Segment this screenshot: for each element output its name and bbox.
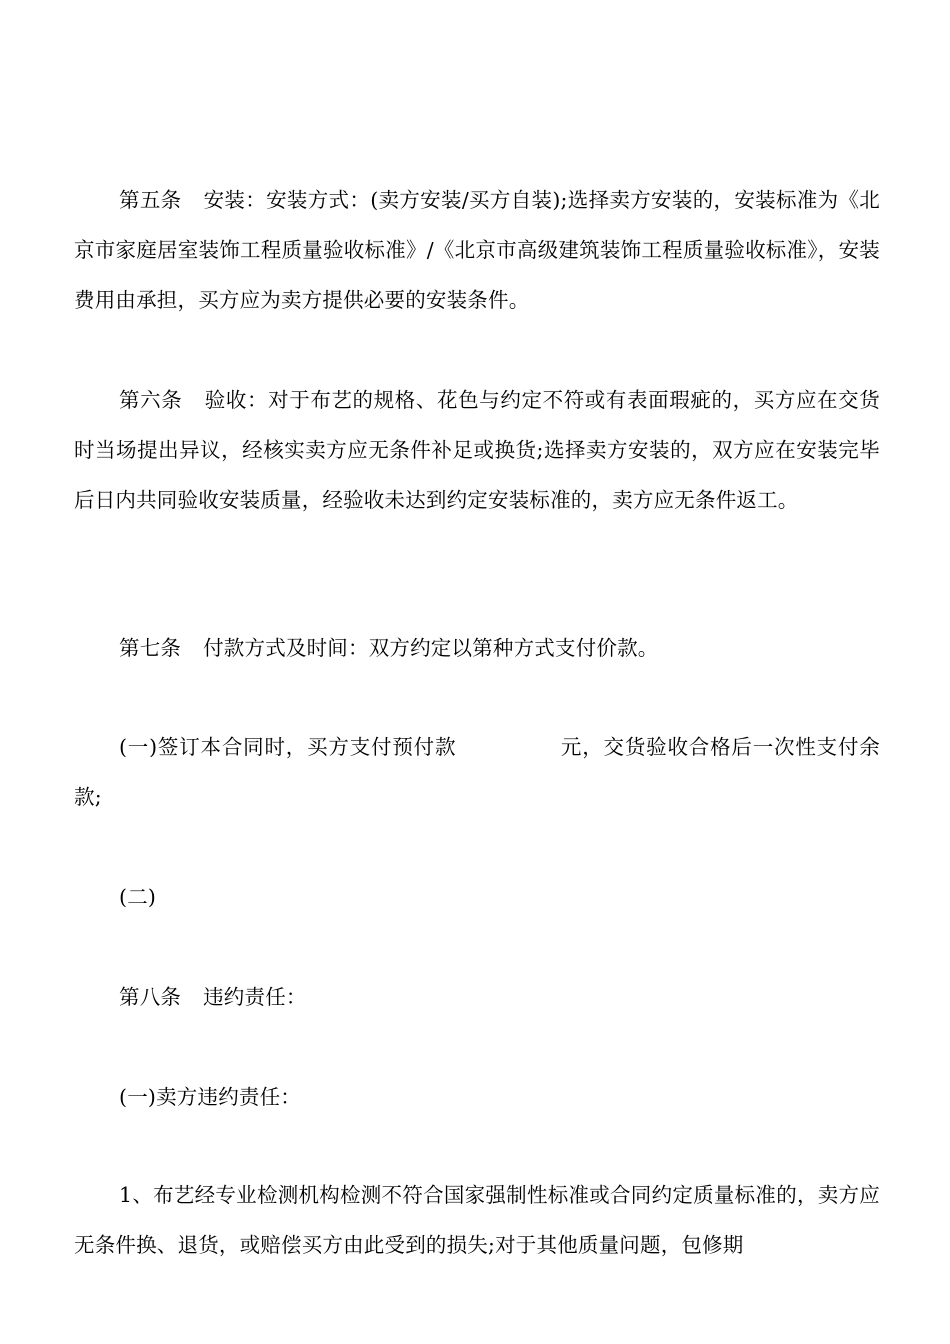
article-5-text: 安装：安装方式：(卖方安装/买方自装);选择卖方安装的，安装标准为《北京市家庭居室装饰工程质量验收标准》/《北京市高级建筑装饰工程质量验收标准》，安装费用由承担，买方应为卖方提供必要的安装条件。 (74, 188, 880, 312)
item-7-1-paragraph (74, 722, 880, 822)
article-6-heading: 第六条 (119, 388, 183, 412)
article-7-text: 付款方式及时间：双方约定以第种方式支付价款。 (203, 636, 659, 660)
item-8-1-paragraph (74, 1072, 880, 1122)
item-7-2-text: (二) (119, 885, 157, 909)
article-6-text: 验收：对于布艺的规格、花色与约定不符或有表面瑕疵的，买方应在交货时当场提出异议，经核实卖方应无条件补足或换货;选择卖方安装的，双方应在安装完毕后日内共同验收安装质量，经验收未达到约定安装标准的，卖方应无条件返工。 (74, 388, 880, 512)
item-7-1-text-after: 元，交货验收合格后一次性支付余款; (74, 735, 880, 809)
item-8-1-text: (一)卖方违约责任： (119, 1085, 301, 1109)
item-8-1-1-paragraph (74, 1170, 880, 1270)
article-8-heading: 第八条 (119, 985, 182, 1009)
item-7-2-paragraph (74, 872, 880, 922)
article-8-paragraph (74, 972, 880, 1022)
item-8-1-1-text: 1、布艺经专业检测机构检测不符合国家强制性标准或合同约定质量标准的，卖方应无条件换、退货，或赔偿买方由此受到的损失;对于其他质量问题，包修期 (74, 1183, 880, 1257)
article-7-paragraph (74, 623, 880, 673)
article-5-paragraph (74, 175, 880, 325)
article-8-text: 违约责任： (203, 985, 307, 1009)
article-7-heading: 第七条 (119, 636, 182, 660)
item-7-1-text-before: (一)签订本合同时，买方支付预付款 (119, 735, 457, 759)
article-5-heading: 第五条 (119, 188, 182, 212)
article-6-paragraph (74, 375, 880, 525)
